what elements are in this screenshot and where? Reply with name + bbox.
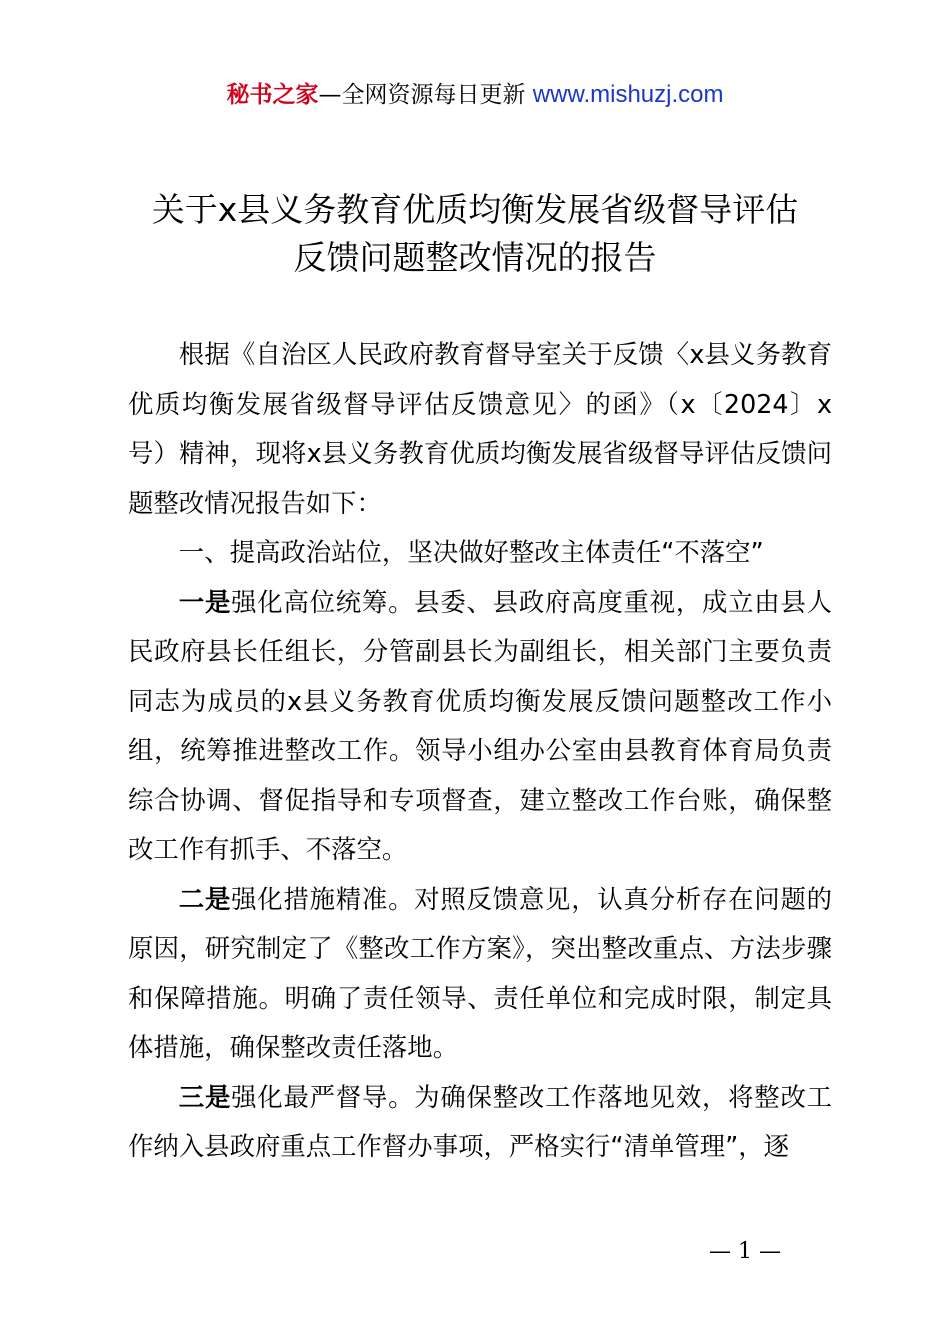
item-3-lead: 三是 bbox=[178, 1081, 232, 1112]
item-2-paragraph bbox=[128, 875, 832, 1073]
title-line-1: 关于x县义务教育优质均衡发展省级督导评估 bbox=[151, 190, 799, 229]
title-line-2: 反馈问题整改情况的报告 bbox=[293, 238, 657, 277]
site-header bbox=[0, 80, 950, 110]
brand-name: 秘书之家 bbox=[226, 82, 319, 108]
section-heading-1: 一、提高政治站位，坚决做好整改主体责任“不落空” bbox=[178, 537, 764, 567]
document-body bbox=[128, 330, 832, 1172]
document-title bbox=[60, 186, 890, 282]
item-3-text: 强化最严督导。为确保整改工作落地见效，将整改工作纳入县政府重点工作督办事项，严格实行“清单管理”，逐 bbox=[128, 1081, 833, 1161]
item-2-lead: 二是 bbox=[178, 883, 232, 914]
item-3-paragraph bbox=[128, 1073, 832, 1172]
item-1-text: 强化高位统筹。县委、县政府高度重视，成立由县人民政府县长任组长，分管副县长为副组长，相关部门主要负责同志为成员的x县义务教育优质均衡发展反馈问题整改工作小组，统筹推进整改工作。领导小组办公室由县教育体育局负责综合协调、督促指导和专项督查，建立整改工作台账，确保整改工作有抓手、不落空。 bbox=[128, 586, 833, 864]
item-1-paragraph bbox=[128, 578, 832, 875]
website-link[interactable]: www.mishuzj.com bbox=[532, 81, 724, 108]
intro-paragraph: 根据《自治区人民政府教育督导室关于反馈〈x县义务教育优质均衡发展省级督导评估反馈意见〉的函》（x〔2024〕x号）精神，现将x县义务教育优质均衡发展省级督导评估反馈问题整改情况报告如下： bbox=[128, 339, 832, 518]
header-slogan: —全网资源每日更新 bbox=[318, 82, 533, 108]
item-1-lead: 一是 bbox=[178, 586, 232, 617]
page-number: — 1 — bbox=[709, 1239, 781, 1264]
item-2-text: 强化措施精准。对照反馈意见，认真分析存在问题的原因，研究制定了《整改工作方案》，突出整改重点、方法步骤和保障措施。明确了责任领导、责任单位和完成时限，制定具体措施，确保整改责任落地。 bbox=[128, 883, 833, 1062]
